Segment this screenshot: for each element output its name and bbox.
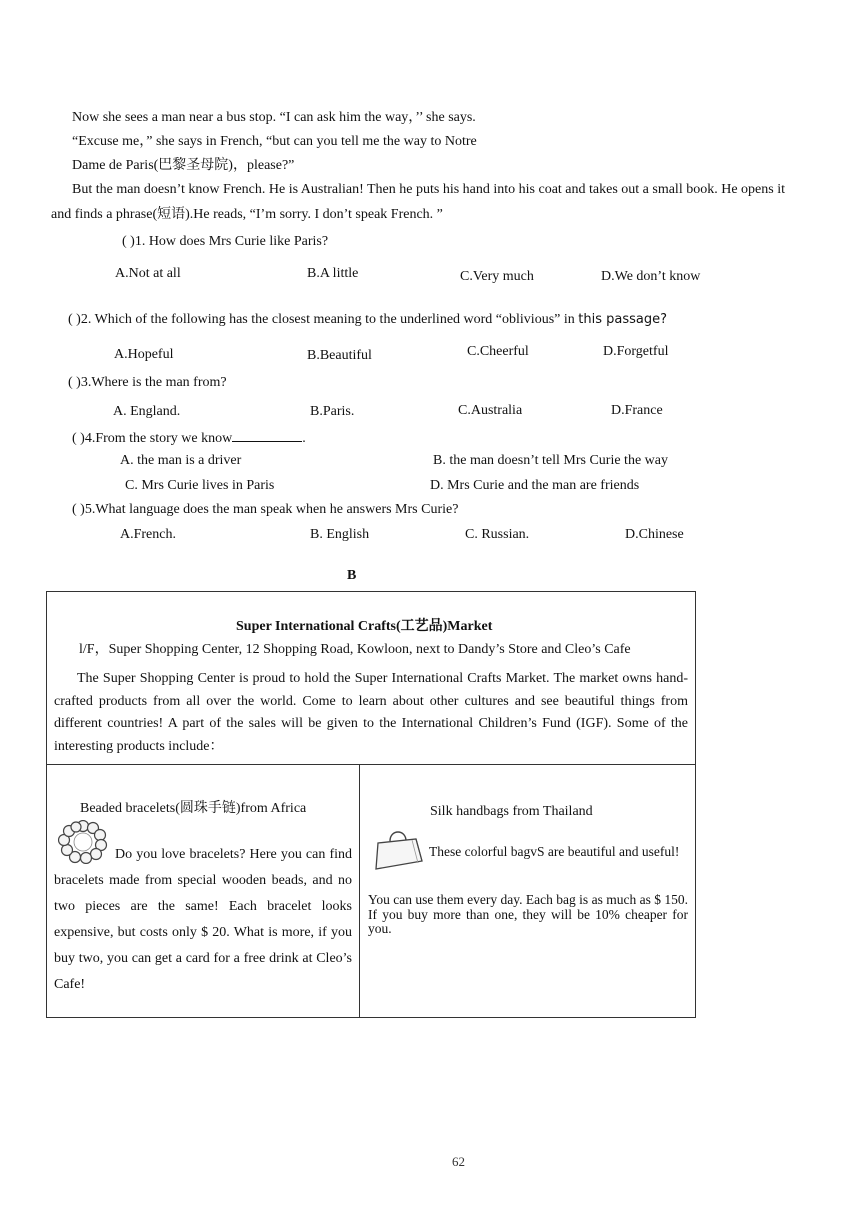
passage-line-3: Dame de Paris(巴黎圣母院)，please?” bbox=[72, 158, 295, 173]
q2-option-b: B.Beautiful bbox=[307, 348, 372, 363]
q4-option-c: C. Mrs Curie lives in Paris bbox=[125, 478, 275, 493]
advert-divider bbox=[46, 764, 696, 765]
q2-option-c: C.Cheerful bbox=[467, 344, 529, 359]
bracelet-heading: Beaded bracelets(圆珠手链)from Africa bbox=[80, 801, 307, 816]
q1-option-b: B.A little bbox=[307, 266, 359, 281]
q5-option-d: D.Chinese bbox=[625, 527, 684, 542]
answer-blank bbox=[232, 427, 302, 442]
question-1-stem: ( )1. How does Mrs Curie like Paris? bbox=[122, 234, 329, 249]
question-2-stem bbox=[68, 310, 667, 330]
q2-option-d: D.Forgetful bbox=[603, 344, 669, 359]
q3-option-d: D.France bbox=[611, 403, 663, 418]
q5-option-b: B. English bbox=[310, 527, 370, 542]
bracelet-description: Do you love bracelets? Here you can find bracelets made from special wooden beads, and no two pieces are the same! Each bracelet looks expensive, but costs only $ 20. What is more, if you buy two, you can get a card for a free drink at Cleo’s Cafe! bbox=[54, 847, 352, 992]
question-4-stem-a: ( )4.From the story we know bbox=[72, 431, 233, 446]
handbag-description-1: These colorful bagvS are beautiful and useful! bbox=[429, 844, 680, 859]
advert-title: Super International Crafts(工艺品)Market bbox=[236, 619, 493, 634]
handbag-description-2: You can use them every day. Each bag is as much as $ 150. If you buy more than one, they will be 10% cheaper for you. bbox=[368, 892, 688, 936]
section-b-label: B bbox=[347, 568, 357, 583]
passage-line-2: “Excuse me，” she says in French, “but can you tell me the way to Notre bbox=[72, 134, 477, 149]
q3-option-a: A. England. bbox=[113, 404, 181, 419]
question-3-stem: ( )3.Where is the man from? bbox=[68, 375, 227, 390]
q1-option-d: D.We don’t know bbox=[601, 269, 701, 284]
q5-option-c: C. Russian. bbox=[465, 527, 530, 542]
passage-line-4: But the man doesn’t know French. He is Australian! Then he puts his hand into his coat and takes out a small book. He opens it bbox=[72, 182, 785, 197]
q4-option-b: B. the man doesn’t tell Mrs Curie the way bbox=[433, 453, 668, 468]
handbag-icon bbox=[372, 825, 426, 871]
advert-column-divider bbox=[359, 764, 360, 1018]
passage-line-1: Now she sees a man near a bus stop. “I can ask him the way，’’ she says. bbox=[72, 110, 476, 125]
question-2-stem-b: this passage? bbox=[578, 312, 667, 327]
advert-intro: The Super Shopping Center is proud to hold the Super International Crafts Market. The market owns hand-crafted products from all over the world. Come to learn about other cultures and see beautiful things from different countries! A part of the sales will be given to the International Children’s Fund (IGF). Some of the interesting products include： bbox=[54, 671, 688, 754]
q3-option-c: C.Australia bbox=[458, 403, 523, 418]
q2-option-a: A.Hopeful bbox=[114, 347, 174, 362]
advert-address: l/F，Super Shopping Center, 12 Shopping Road, Kowloon, next to Dandy’s Store and Cleo’s Cafe bbox=[79, 642, 631, 657]
passage-line-5: and finds a phrase(短语).He reads, “I’m sorry. I don’t speak French. ” bbox=[51, 207, 443, 222]
q1-option-a: A.Not at all bbox=[115, 266, 181, 281]
q1-option-c: C.Very much bbox=[460, 269, 534, 284]
q3-option-b: B.Paris. bbox=[310, 404, 355, 419]
question-4-stem bbox=[72, 427, 306, 449]
question-4-stem-b: . bbox=[302, 431, 306, 446]
handbag-heading: Silk handbags from Thailand bbox=[430, 804, 593, 819]
q4-option-a: A. the man is a driver bbox=[120, 453, 242, 468]
question-5-stem: ( )5.What language does the man speak when he answers Mrs Curie? bbox=[72, 502, 459, 517]
q5-option-a: A.French. bbox=[120, 527, 176, 542]
question-2-stem-a: ( )2. Which of the following has the closest meaning to the underlined word “oblivious” in bbox=[68, 312, 575, 327]
page-number: 62 bbox=[452, 1154, 465, 1169]
q4-option-d: D. Mrs Curie and the man are friends bbox=[430, 478, 640, 493]
